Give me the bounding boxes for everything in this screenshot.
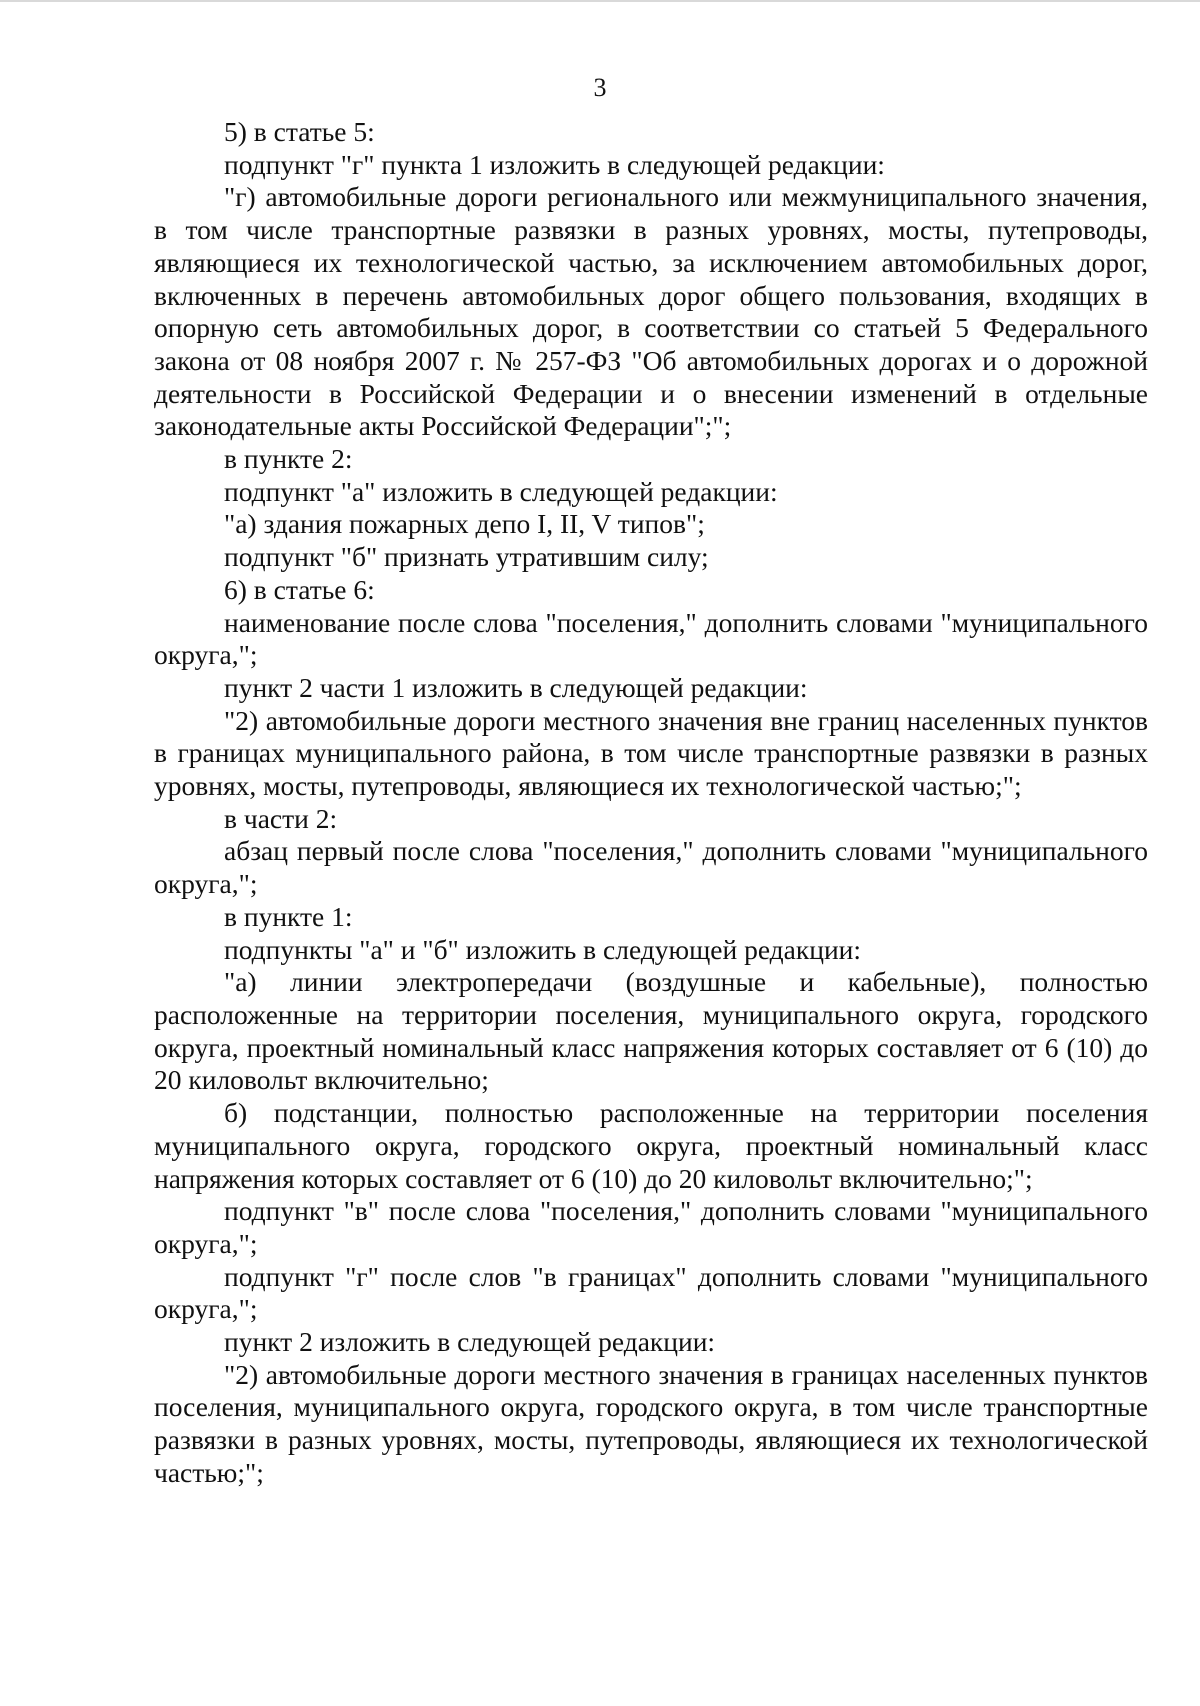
paragraph: подпункт "а" изложить в следующей редакции: (224, 475, 778, 507)
paragraph: подпункт "б" признать утратившим силу; (224, 541, 709, 573)
paragraph: абзац первый после слова "поселения," дополнить словами "муниципального округа,"; (154, 835, 1148, 900)
paragraph: "г) автомобильные дороги регионального или межмуниципального значения, в том числе транспортные развязки в разных уровнях, мосты, путепроводы, являющиеся их технологической частью, за исключением автомобильных дорог, включенных в перечень автомобильных дорог общего пользования, входящих в опорную сеть автомобильных дорог, в соответствии со статьей 5 Федерального закона от 08 ноября 2007 г. № 257-ФЗ "Об автомобильных дорогах и о дорожной деятельности в Российской Федерации и о внесении изменений в отдельные законодательные акты Российской Федерации";"; (154, 181, 1148, 442)
paragraph: наименование после слова "поселения," дополнить словами "муниципального округа,"; (154, 606, 1148, 671)
paragraph: в части 2: (224, 802, 338, 834)
paragraph: подпункт "г" после слов "в границах" дополнить словами "муниципального округа,"; (154, 1260, 1148, 1325)
paragraph: в пункте 2: (224, 443, 353, 475)
paragraph: б) подстанции, полностью расположенные на территории поселения муниципального округа, городского округа, проектный номинальный класс напряжения которых составляет от 6 (10) до 20 киловольт включительно;"; (154, 1097, 1148, 1194)
paragraph: подпункты "а" и "б" изложить в следующей редакции: (224, 933, 862, 965)
paragraph: подпункт "г" пункта 1 изложить в следующей редакции: (224, 148, 885, 180)
document-body (154, 116, 1148, 1490)
paragraph: 6) в статье 6: (224, 573, 375, 605)
paragraph: подпункт "в" после слова "поселения," дополнить словами "муниципального округа,"; (154, 1195, 1148, 1259)
paragraph: "а) здания пожарных депо I, II, V типов"; (224, 508, 705, 540)
scan-edge (0, 0, 1200, 2)
paragraph: "2) автомобильные дороги местного значения вне границ населенных пунктов в границах муниципального района, в том числе транспортные развязки в разных уровнях, мосты, путепроводы, являющиеся их технологической частью;"; (154, 704, 1148, 802)
page-number: 3 (593, 73, 607, 102)
paragraph: пункт 2 изложить в следующей редакции: (224, 1326, 716, 1358)
paragraph: "2) автомобильные дороги местного значения в границах населенных пунктов поселения, муниципального округа, городского округа, в том числе транспортные развязки в разных уровнях, мосты, путепроводы, являющиеся их технологической частью;"; (154, 1358, 1148, 1488)
paragraph: пункт 2 части 1 изложить в следующей редакции: (224, 671, 808, 703)
paragraph: 5) в статье 5: (224, 116, 375, 147)
paragraph: в пункте 1: (224, 900, 353, 932)
paragraph: "а) линии электропередачи (воздушные и кабельные), полностью расположенные на территории поселения, муниципального округа, городского округа, проектный номинальный класс напряжения которых составляет от 6 (10) до 20 киловольт включительно; (154, 966, 1148, 1096)
